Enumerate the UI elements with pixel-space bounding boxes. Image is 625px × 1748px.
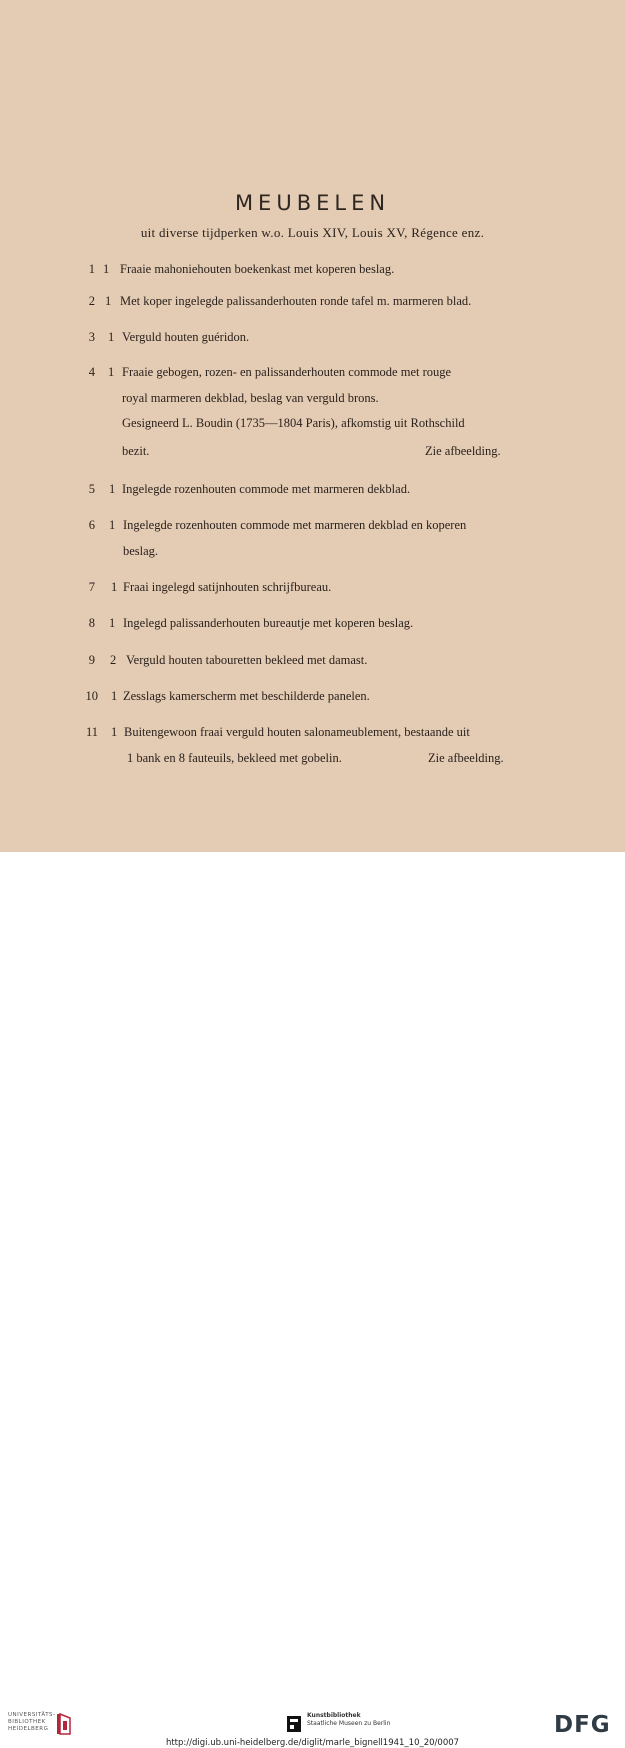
page-heading: MEUBELEN — [234, 191, 391, 215]
item-number: 10 — [85, 689, 98, 703]
item-text: Zesslags kamerscherm met beschilderde panelen. — [123, 689, 370, 703]
item-quantity: 1 — [111, 689, 118, 703]
item-text: Verguld houten guéridon. — [122, 330, 250, 344]
item-quantity: 1 — [109, 518, 116, 532]
item-text: bezit. — [122, 444, 150, 458]
item-number: 6 — [88, 518, 95, 532]
item-number: 8 — [88, 616, 95, 630]
item-text: Met koper ingelegde palissanderhouten ronde tafel m. marmeren blad. — [120, 294, 472, 308]
item-number: 2 — [88, 294, 95, 308]
dfg-logo: DFG — [554, 1712, 611, 1738]
item-text: beslag. — [123, 544, 159, 558]
item-quantity: 2 — [110, 653, 117, 667]
item-text: Buitengewoon fraai verguld houten salonameublement, bestaande uit — [124, 725, 470, 739]
item-text: Fraaie gebogen, rozen- en palissanderhouten commode met rouge — [122, 365, 452, 379]
item-quantity: 1 — [109, 482, 116, 496]
item-quantity: 1 — [109, 616, 116, 630]
item-text: Ingelegde rozenhouten commode met marmeren dekblad. — [122, 482, 411, 496]
kunstbibliothek-logo-icon — [287, 1716, 301, 1732]
item-text: Ingelegd palissanderhouten bureautje met koperen beslag. — [123, 616, 414, 630]
document-page — [0, 0, 625, 852]
item-text: Fraai ingelegd satijnhouten schrijfbureau. — [123, 580, 332, 594]
page-subheading: uit diverse tijdperken w.o. Louis XIV, Louis XV, Régence enz. — [140, 225, 485, 240]
item-quantity: 1 — [105, 294, 112, 308]
item-number: 7 — [88, 580, 95, 594]
item-number: 9 — [88, 653, 95, 667]
item-text: royal marmeren dekblad, beslag van verguld brons. — [122, 391, 379, 405]
university-library-label — [8, 1712, 56, 1733]
item-text: 1 bank en 8 fauteuils, bekleed met gobelin. — [127, 751, 342, 765]
item-number: 4 — [88, 365, 95, 379]
item-text: Verguld houten tabouretten bekleed met damast. — [126, 653, 368, 667]
item-number: 3 — [88, 330, 95, 344]
item-quantity: 1 — [108, 365, 115, 379]
item-quantity: 1 — [111, 725, 118, 739]
page-footer — [0, 852, 625, 1748]
item-number: 1 — [88, 262, 95, 276]
university-line: BIBLIOTHEK — [8, 1719, 46, 1725]
university-line: UNIVERSITÄTS- — [8, 1712, 56, 1718]
see-illustration-note: Zie afbeelding. — [425, 444, 501, 458]
source-url[interactable]: http://digi.ub.uni-heidelberg.de/diglit/marle_bignell1941_10_20/0007 — [165, 1738, 460, 1748]
item-quantity: 1 — [111, 580, 118, 594]
kunstbibliothek-label — [307, 1712, 390, 1728]
item-number: 5 — [88, 482, 95, 496]
see-illustration-note: Zie afbeelding. — [428, 751, 504, 765]
item-number: 11 — [85, 725, 98, 739]
university-line: HEIDELBERG — [8, 1726, 49, 1732]
item-text: Fraaie mahoniehouten boekenkast met koperen beslag. — [120, 262, 395, 276]
university-logo-icon — [56, 1712, 72, 1736]
item-text: Ingelegde rozenhouten commode met marmeren dekblad en koperen — [123, 518, 467, 532]
item-text: Gesigneerd L. Boudin (1735—1804 Paris), afkomstig uit Rothschild — [122, 416, 465, 430]
kunstbibliothek-subtitle: Staatliche Museen zu Berlin — [307, 1720, 391, 1727]
item-quantity: 1 — [103, 262, 110, 276]
kunstbibliothek-title: Kunstbibliothek — [307, 1712, 361, 1719]
item-quantity: 1 — [108, 330, 115, 344]
